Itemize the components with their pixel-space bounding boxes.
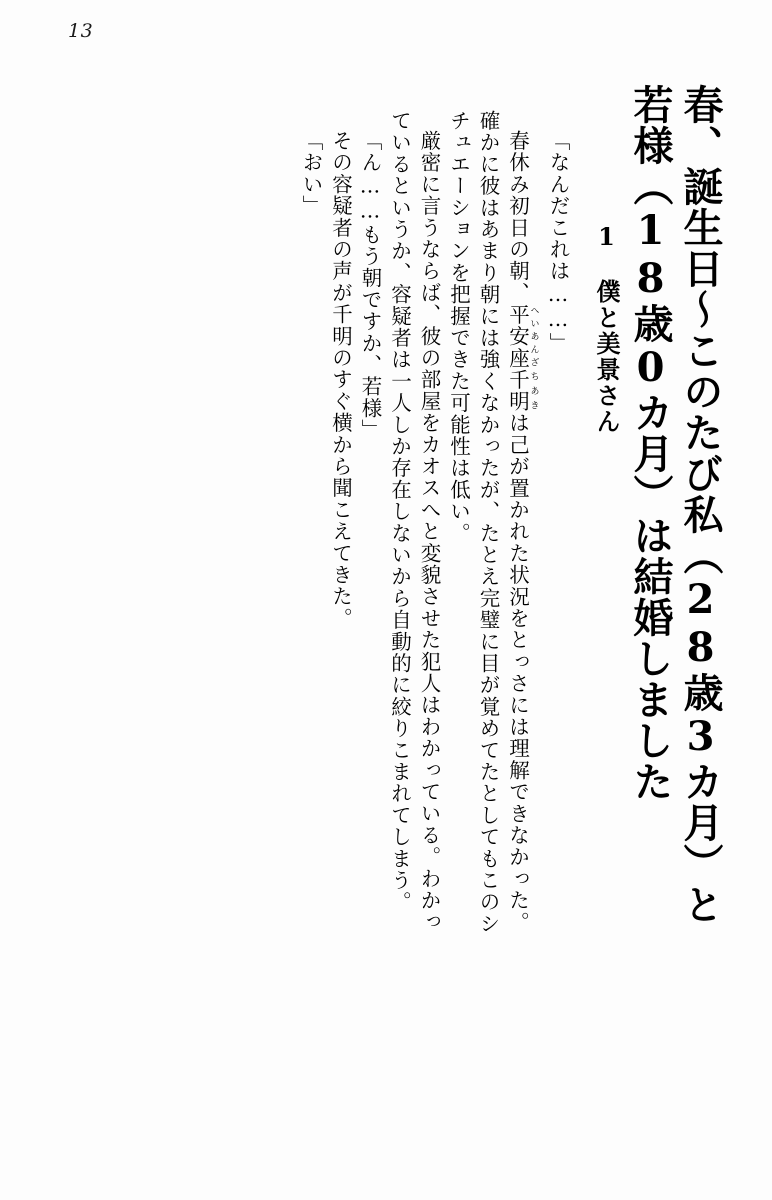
- body-column: 「なんだこれは……」: [546, 130, 570, 354]
- page-number: 13: [68, 20, 94, 42]
- title-line-1: 春、誕生日〜このたび私（28歳3カ月）と: [677, 84, 724, 925]
- body-column: ているというか、容疑者は一人しか存在しないから自動的に絞りこまれてしまう。: [387, 110, 412, 913]
- column-flow: [40, 72, 724, 1156]
- body-column: チュエーションを把握できた可能性は低い。: [446, 110, 471, 544]
- body-column: 厳密に言うならば、彼の部屋をカオスへと変貌させた犯人はわかっている。わかっ: [417, 130, 441, 933]
- ruby-heianza: 平安座 へいあんざ: [505, 303, 539, 369]
- body-column: 「おい」: [299, 130, 323, 217]
- chapter-heading: 1 僕と美景さん: [592, 222, 621, 435]
- body-column: 確かに彼はあまり朝には強くなかったが、たとえ完璧に目が覚めてたとしてもこのシ: [476, 110, 500, 935]
- body-column-with-ruby: 春休み初日の朝、平安座 へいあんざ千明 ちあきは己が置かれた状況をとっさには理解できなかった。: [505, 130, 539, 933]
- title-line-2: 若様（18歳0カ月）は結婚しました: [627, 84, 674, 802]
- body-column: その容疑者の声が千明のすぐ横から聞こえてきた。: [328, 130, 353, 630]
- body-column: 「ん……もう朝ですか、若様」: [358, 130, 382, 441]
- vertical-text-body: [40, 72, 724, 1156]
- ruby-chiaki: 千明 ちあき: [505, 368, 539, 413]
